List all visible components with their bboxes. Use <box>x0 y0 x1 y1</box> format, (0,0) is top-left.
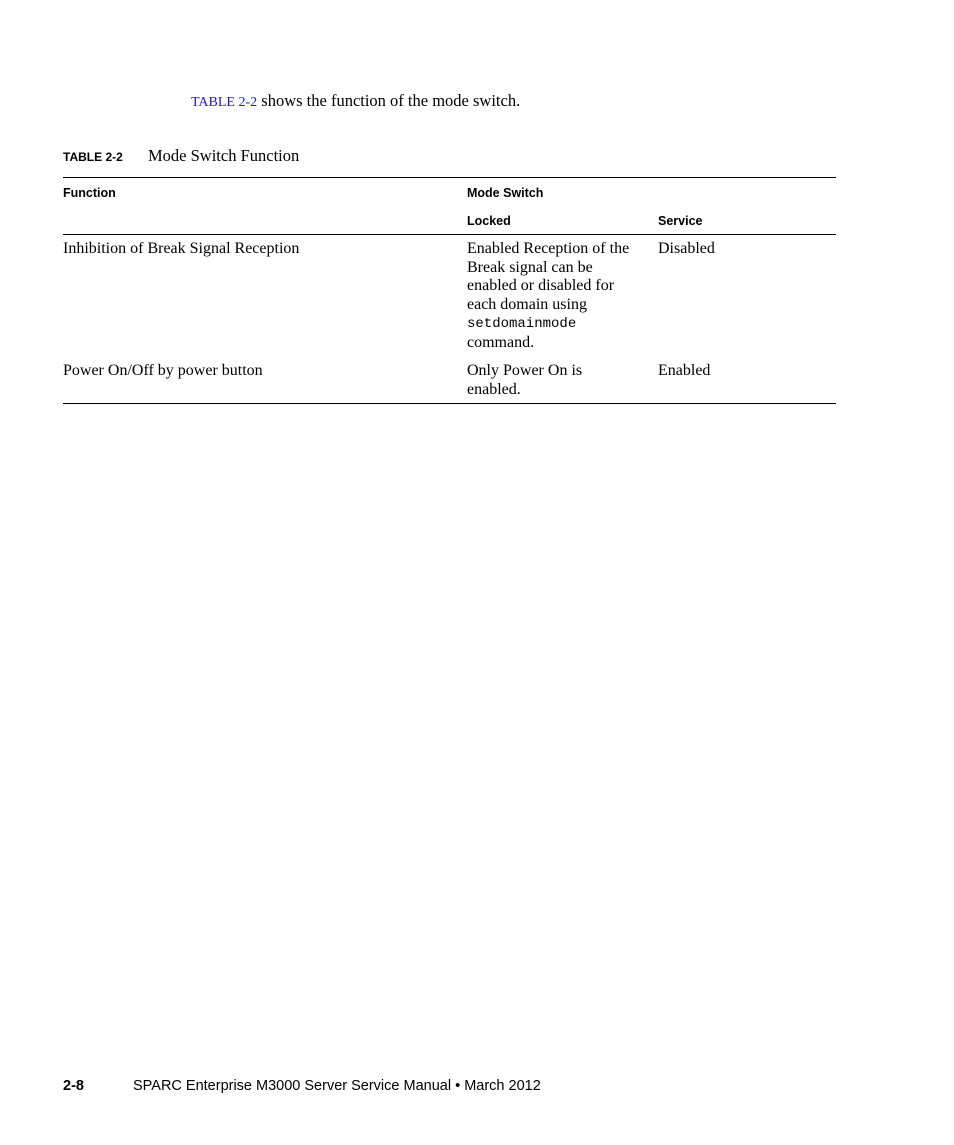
footer-separator: • <box>455 1078 461 1094</box>
row-function-cell: Inhibition of Break Signal Reception <box>63 240 300 257</box>
intro-text: shows the function of the mode switch. <box>257 91 521 110</box>
table-caption <box>63 145 299 168</box>
header-locked: Locked <box>467 214 511 228</box>
header-function: Function <box>63 186 116 200</box>
table-cross-reference-link[interactable]: TABLE 2-2 <box>191 95 258 110</box>
row-locked-cell <box>467 240 645 353</box>
table-top-rule <box>63 177 836 178</box>
row-locked-cell: Only Power On is enabled. <box>467 362 583 398</box>
header-service: Service <box>658 214 703 228</box>
row-function-cell: Power On/Off by power button <box>63 362 263 379</box>
intro-paragraph <box>191 90 520 114</box>
row-service-cell: Enabled <box>658 362 711 379</box>
row-locked-after: command. <box>467 333 535 351</box>
row-locked-text: Enabled Reception of the Break signal can be enabled or disabled for each domain using <box>467 240 630 313</box>
table-caption-label: TABLE 2-2 <box>63 150 123 164</box>
row-service-cell: Disabled <box>658 240 715 257</box>
header-mode-switch: Mode Switch <box>467 186 544 200</box>
table-caption-title: Mode Switch Function <box>148 146 300 165</box>
document-date: March 2012 <box>464 1078 541 1094</box>
page-number: 2-8 <box>63 1078 84 1094</box>
table-bottom-rule <box>63 403 836 404</box>
document-title: SPARC Enterprise M3000 Server Service Manual <box>133 1078 452 1094</box>
header-bottom-rule <box>63 234 836 235</box>
footer-document-info <box>133 1077 541 1095</box>
row-locked-command: setdomainmode <box>467 316 577 333</box>
